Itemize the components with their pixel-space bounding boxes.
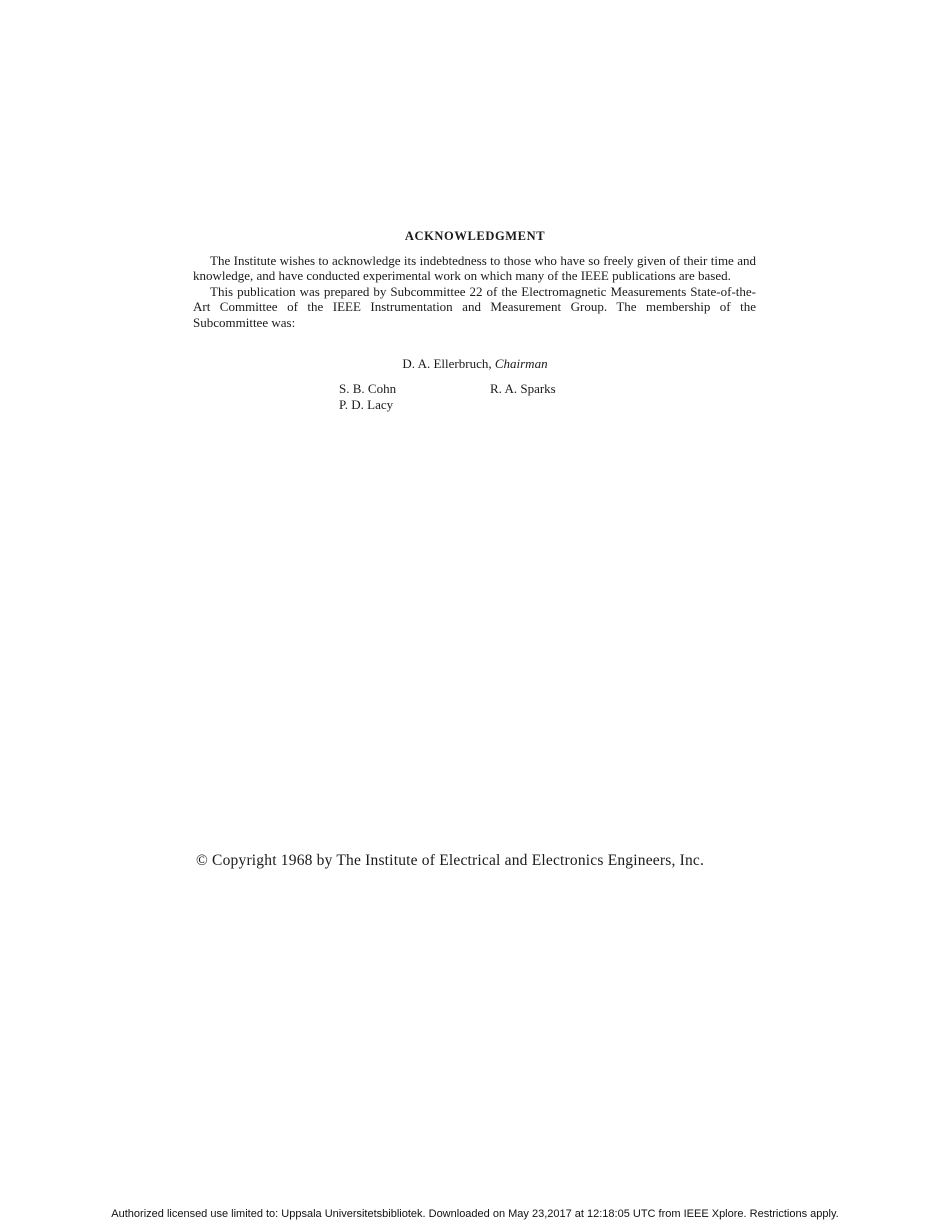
chairman-line (0, 356, 950, 372)
acknowledgment-paragraph: This publication was prepared by Subcommittee 22 of the Electromagnetic Measurements State-of-the-Art Committee of the IEEE Instrumentation and Measurement Group. The membership of the Subcommittee was: (193, 283, 756, 330)
copyright-notice: © Copyright 1968 by The Institute of Electrical and Electronics Engineers, Inc. (196, 852, 705, 869)
license-footer: Authorized licensed use limited to: Uppsala Universitetsbibliotek. Downloaded on May 23,2017 at 12:18:05 UTC from IEEE Xplore. Restrictions apply. (111, 1208, 839, 1220)
subcommittee-member: R. A. Sparks (490, 381, 556, 396)
acknowledgment-body (193, 253, 756, 330)
acknowledgment-paragraph: The Institute wishes to acknowledge its indebtedness to those who have so freely given of their time and knowledge, and have conducted experimental work on which many of the IEEE publications are based. (193, 253, 756, 284)
chairman-role: Chairman (494, 356, 548, 371)
subcommittee-member: S. B. Cohn (339, 381, 397, 396)
acknowledgment-heading: ACKNOWLEDGMENT (404, 229, 546, 243)
chairman-name: D. A. Ellerbruch, (402, 356, 492, 371)
subcommittee-member: P. D. Lacy (339, 397, 394, 412)
